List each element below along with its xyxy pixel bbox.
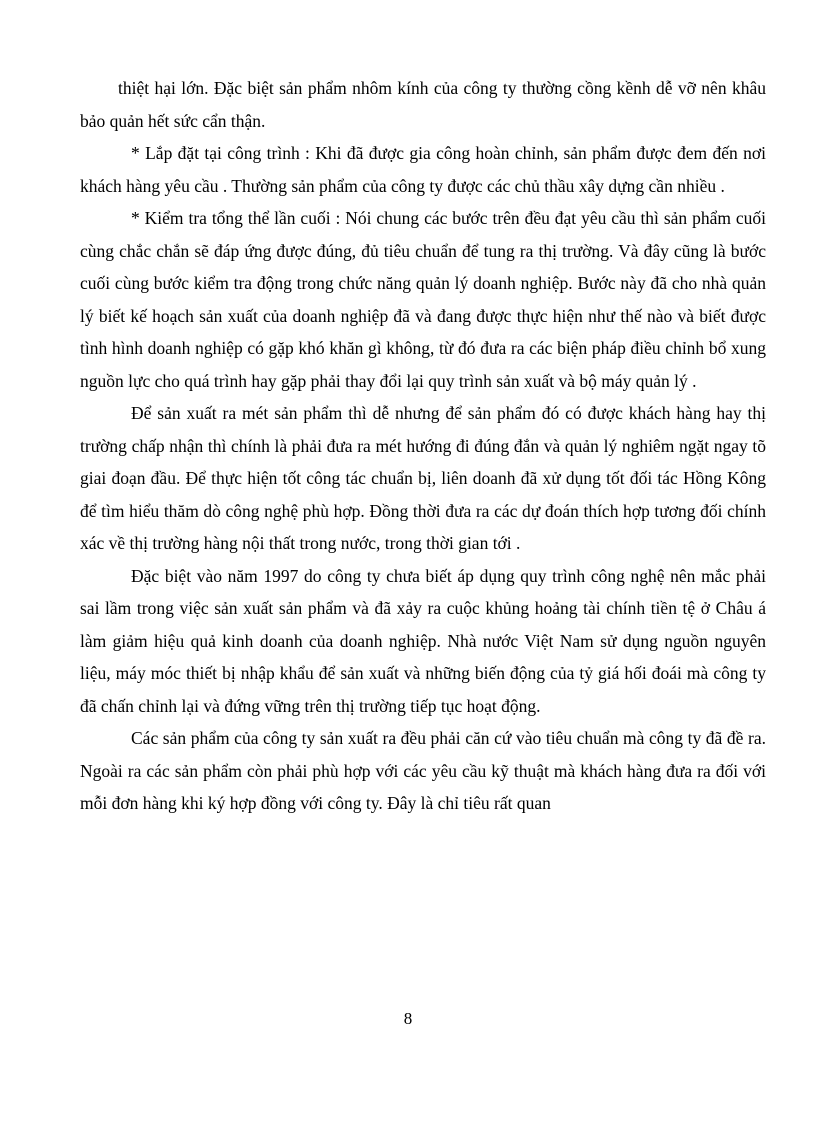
paragraph-product-standards: Các sản phẩm của công ty sản xuất ra đều phải căn cứ vào tiêu chuẩn mà công ty đã đề ra. Ngoài ra các sản phẩm còn phải phù hợp với các yêu cầu kỹ thuật mà khách hàng đưa ra đối với mỗi đơn hàng khi ký hợp đồng với công ty. Đây là chỉ tiêu rất quan	[80, 728, 766, 813]
paragraph-1997-crisis: Đặc biệt vào năm 1997 do công ty chưa biết áp dụng quy trình công nghệ nên mắc phải sai lầm trong việc sản xuất sản phẩm và đã xảy ra cuộc khủng hoảng tài chính tiền tệ ở Châu á làm giảm hiệu quả kinh doanh của doanh nghiệp. Nhà nước Việt Nam sử dụng nguồn nguyên liệu, máy móc thiết bị nhập khẩu để sản xuất và những biến động của tỷ giá hối đoái mà công ty đã chấn chỉnh lại và đứng vững trên thị trường tiếp tục hoạt động.	[80, 565, 766, 716]
paragraph-installation: * Lắp đặt tại công trình : Khi đã được gia công hoàn chỉnh, sản phẩm được đem đến nơi khách hàng yêu cầu . Thường sản phẩm của công ty được các chủ thầu xây dựng cần nhiều .	[80, 143, 766, 196]
body-text	[80, 72, 766, 820]
paragraph-market-acceptance: Để sản xuất ra mét sản phẩm thì dễ nhưng để sản phẩm đó có được khách hàng hay thị trường chấp nhận thì chính là phải đưa ra mét hướng đi đúng đắn và quản lý nghiêm ngặt ngay tõ giai đoạn đầu. Để thực hiện tốt công tác chuẩn bị, liên doanh đã xử dụng tốt đối tác Hồng Kông để tìm hiểu thăm dò công nghệ phù hợp. Đồng thời đưa ra các dự đoán thích hợp tương đối chính xác về thị trường hàng nội thất trong nước, trong thời gian tới .	[80, 403, 766, 553]
paragraph-final-inspection: * Kiểm tra tổng thể lần cuối : Nói chung các bước trên đều đạt yêu cầu thì sản phẩm cuối cùng chắc chắn sẽ đáp ứng được đúng, đủ tiêu chuẩn để tung ra thị trường. Và đây cũng là bước cuối cùng bước kiểm tra động trong chức năng quản lý doanh nghiệp. Bước này đã cho nhà quản lý biết kế hoạch sản xuất của doanh nghiệp đã và đang được thực hiện như thế nào và biết được tình hình doanh nghiệp có gặp khó khăn gì không, từ đó đưa ra các biện pháp điều chỉnh bổ xung nguồn lực cho quá trình hay gặp phải thay đổi lại quy trình sản xuất và bộ máy quản lý .	[80, 208, 766, 391]
page-number: 8	[403, 1009, 413, 1028]
paragraph-storage: thiệt hại lớn. Đặc biệt sản phẩm nhôm kính của công ty thường cồng kềnh dễ vỡ nên khâu bảo quản hết sức cẩn thận.	[80, 78, 766, 131]
